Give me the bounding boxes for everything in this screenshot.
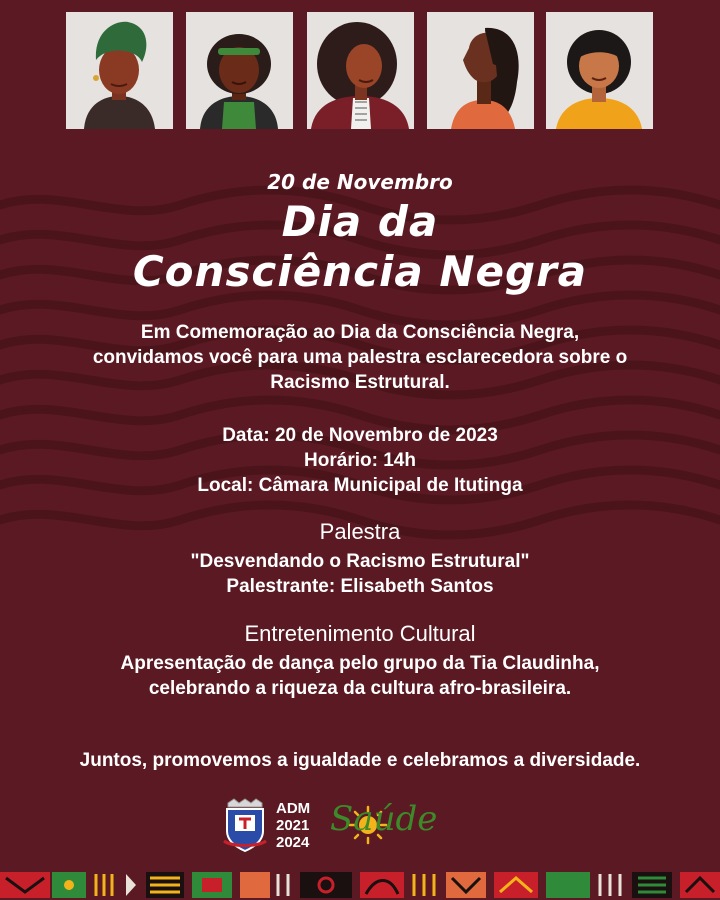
logo-row (0, 797, 720, 857)
saude-wordmark: Saúde (330, 799, 438, 839)
adm-text: ADM (276, 800, 311, 817)
entretenimento-line: Apresentação de dança pelo grupo da Tia Claudinha, (120, 653, 600, 674)
portrait-woman-green-headwrap (66, 12, 173, 129)
intro-paragraph (0, 320, 720, 395)
title-line-2: Consciência Negra (132, 247, 588, 296)
title-line-1: Dia da (281, 197, 439, 246)
intro-line: convidamos você para uma palestra esclarecedora sobre o (92, 347, 628, 368)
palestra-heading: Palestra (319, 519, 401, 544)
palestra-speaker: Palestrante: Elisabeth Santos (226, 576, 494, 597)
event-date: Data: 20 de Novembro de 2023 (222, 425, 498, 446)
municipal-coat-of-arms-icon (222, 797, 268, 853)
portrait-woman-yellow-top (546, 12, 653, 129)
portrait-row (0, 12, 720, 129)
entretenimento-line: celebrando a riqueza da cultura afro-brasileira. (148, 678, 572, 699)
portrait-woman-curly-hair (307, 12, 414, 129)
adm-year-end: 2024 (276, 834, 310, 851)
closing-message: Juntos, promovemos a igualdade e celebramos a diversidade. (79, 750, 641, 771)
adm-label (276, 800, 310, 851)
event-location: Local: Câmara Municipal de Itutinga (197, 475, 523, 496)
entretenimento-info (0, 651, 720, 701)
entretenimento-heading: Entretenimento Cultural (244, 621, 476, 646)
palestra-info (0, 549, 720, 599)
afro-pattern-border (0, 870, 720, 900)
palestra-title: "Desvendando o Racismo Estrutural" (190, 551, 530, 572)
portrait-woman-profile-long-hair (427, 12, 534, 129)
adm-year-start: 2021 (276, 817, 310, 834)
saude-logo (330, 799, 490, 853)
intro-line: Em Comemoração ao Dia da Consciência Negra, (140, 322, 580, 343)
event-time: Horário: 14h (304, 450, 416, 471)
event-details (0, 423, 720, 498)
portrait-woman-green-headband (186, 12, 293, 129)
intro-line: Racismo Estrutural. (270, 372, 450, 393)
event-date-heading: 20 de Novembro (267, 170, 453, 194)
